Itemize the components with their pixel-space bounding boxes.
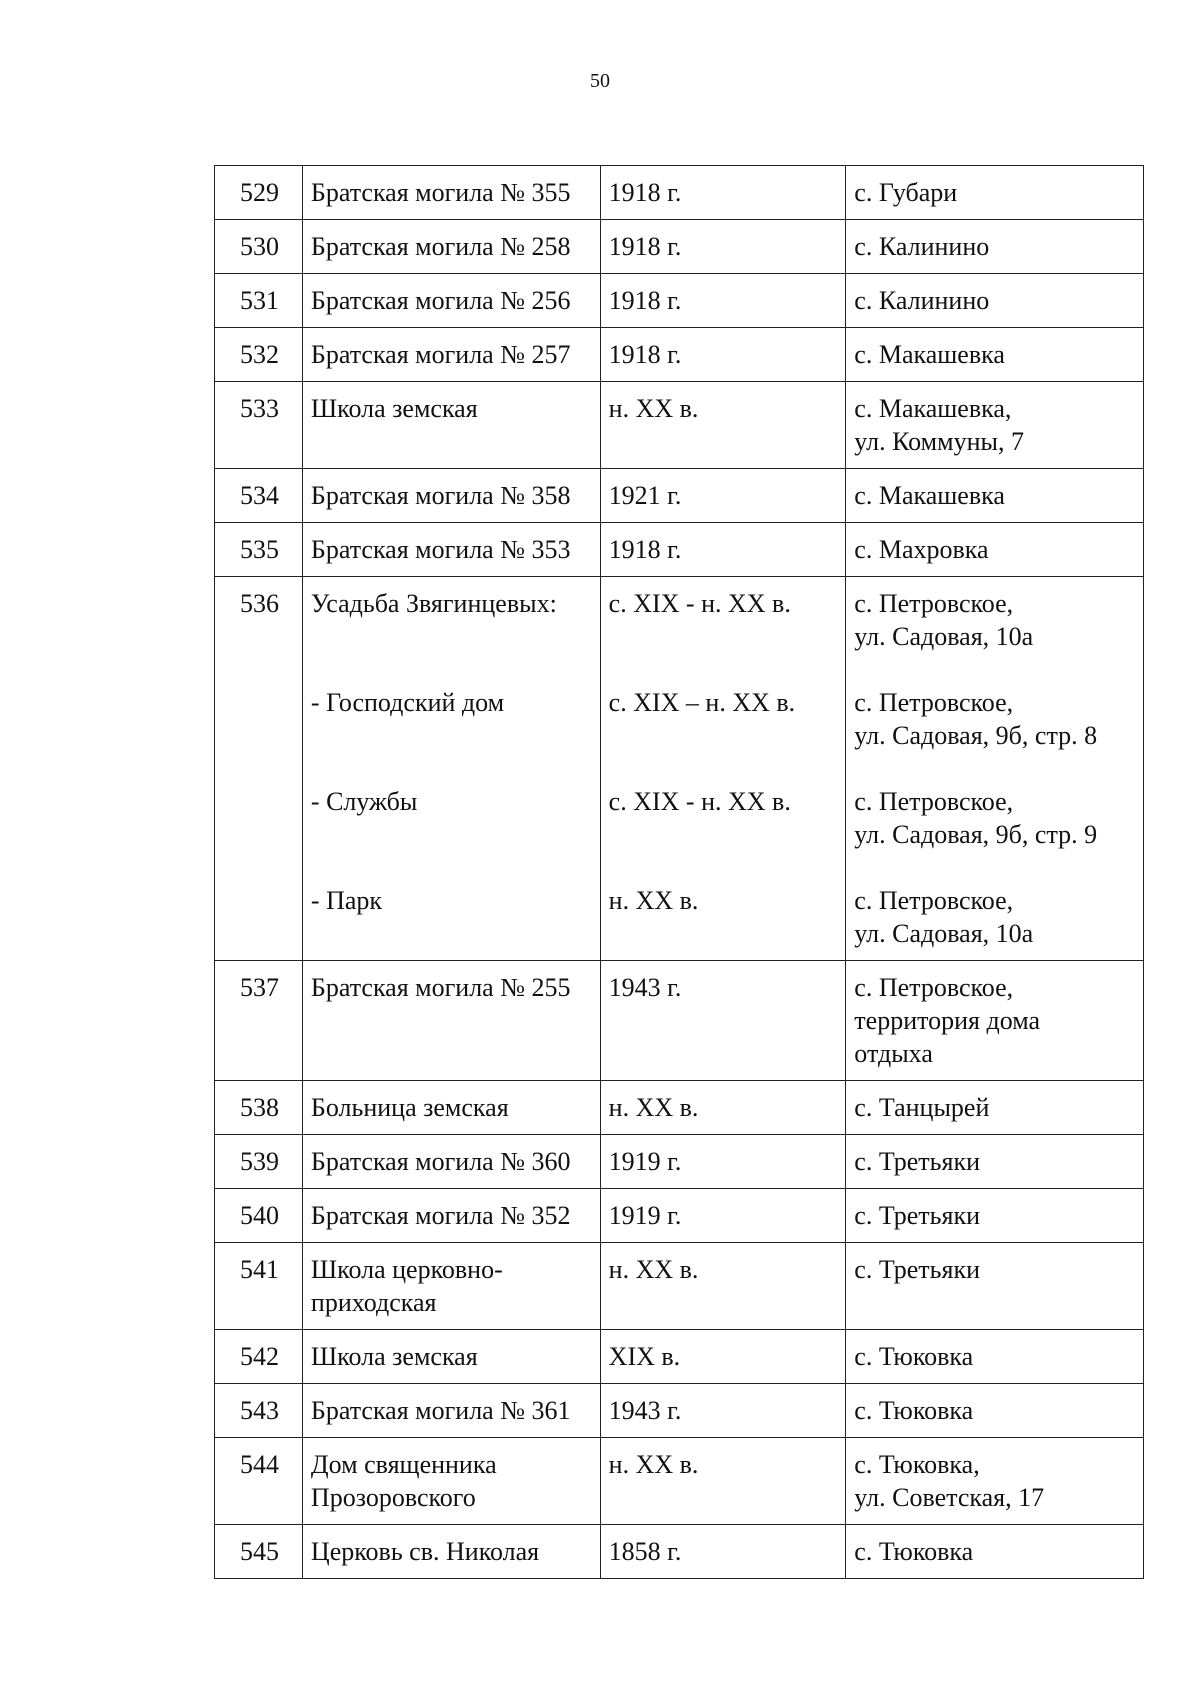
location-line: с. Петровское, bbox=[854, 886, 1014, 915]
row-number: 541 bbox=[215, 1243, 303, 1330]
object-name: Школа земская bbox=[302, 382, 600, 469]
object-date: н. XX в. bbox=[600, 1081, 846, 1135]
table-row bbox=[215, 382, 1144, 469]
location-line: с. Петровское, bbox=[854, 688, 1014, 717]
object-date: н. XX в. bbox=[600, 1438, 846, 1525]
name-line: приходская bbox=[310, 1288, 437, 1317]
location-line: с. Петровское, bbox=[854, 973, 1014, 1002]
table-row bbox=[215, 1243, 1144, 1330]
object-location: с. Третьяки bbox=[846, 1243, 1144, 1330]
estate-part-name: - Парк bbox=[310, 886, 383, 915]
object-name bbox=[302, 1438, 600, 1525]
object-date: 1943 г. bbox=[600, 961, 846, 1081]
object-name: Братская могила № 355 bbox=[302, 166, 600, 220]
table-row bbox=[215, 1081, 1144, 1135]
object-name: Братская могила № 361 bbox=[302, 1384, 600, 1438]
row-number: 538 bbox=[215, 1081, 303, 1135]
object-location: с. Тюковка bbox=[846, 1384, 1144, 1438]
estate-part-name: - Господский дом bbox=[310, 688, 505, 717]
object-date: 1919 г. bbox=[600, 1135, 846, 1189]
object-name: Братская могила № 358 bbox=[302, 469, 600, 523]
object-name: Братская могила № 257 bbox=[302, 328, 600, 382]
table-row bbox=[215, 1330, 1144, 1384]
row-number: 542 bbox=[215, 1330, 303, 1384]
location-line: ул. Коммуны, 7 bbox=[854, 427, 1024, 456]
object-location: с. Макашевка bbox=[846, 328, 1144, 382]
table-row bbox=[215, 1189, 1144, 1243]
object-date bbox=[600, 577, 846, 961]
row-number: 531 bbox=[215, 274, 303, 328]
estate-part-date: с. XIX – н. XX в. bbox=[608, 688, 796, 717]
estate-part-name: Усадьба Звягинцевых: bbox=[310, 589, 557, 618]
table-row bbox=[215, 577, 1144, 961]
object-location: с. Губари bbox=[846, 166, 1144, 220]
object-location: с. Танцырей bbox=[846, 1081, 1144, 1135]
object-date: н. XX в. bbox=[600, 382, 846, 469]
estate-part-location bbox=[854, 884, 1137, 950]
location-line: ул. Садовая, 10а bbox=[854, 919, 1034, 948]
object-date: 1921 г. bbox=[600, 469, 846, 523]
page-number: 50 bbox=[590, 70, 610, 92]
object-name: Братская могила № 258 bbox=[302, 220, 600, 274]
object-date: 1919 г. bbox=[600, 1189, 846, 1243]
object-name: Братская могила № 353 bbox=[302, 523, 600, 577]
object-name: Школа земская bbox=[302, 1330, 600, 1384]
table-row bbox=[215, 166, 1144, 220]
table-row bbox=[215, 1135, 1144, 1189]
row-number: 545 bbox=[215, 1525, 303, 1579]
row-number: 535 bbox=[215, 523, 303, 577]
object-name: Церковь св. Николая bbox=[302, 1525, 600, 1579]
object-location bbox=[846, 1438, 1144, 1525]
object-location bbox=[846, 577, 1144, 961]
row-number: 530 bbox=[215, 220, 303, 274]
table-row bbox=[215, 328, 1144, 382]
location-line: территория дома bbox=[854, 1006, 1041, 1035]
estate-part-date: с. XIX - н. XX в. bbox=[608, 589, 791, 618]
object-location: с. Третьяки bbox=[846, 1135, 1144, 1189]
row-number: 533 bbox=[215, 382, 303, 469]
row-number: 540 bbox=[215, 1189, 303, 1243]
object-date: 1918 г. bbox=[600, 328, 846, 382]
location-line: ул. Садовая, 9б, стр. 9 bbox=[854, 820, 1098, 849]
heritage-registry-table bbox=[214, 165, 1144, 1579]
location-line: с. Петровское, bbox=[854, 589, 1014, 618]
object-location: с. Третьяки bbox=[846, 1189, 1144, 1243]
object-location: с. Макашевка bbox=[846, 469, 1144, 523]
row-number: 532 bbox=[215, 328, 303, 382]
location-line: с. Макашевка, bbox=[854, 394, 1012, 423]
object-name bbox=[302, 1243, 600, 1330]
object-date: 1918 г. bbox=[600, 274, 846, 328]
row-number: 544 bbox=[215, 1438, 303, 1525]
object-name: Больница земская bbox=[302, 1081, 600, 1135]
table-row bbox=[215, 1438, 1144, 1525]
object-name: Братская могила № 360 bbox=[302, 1135, 600, 1189]
object-date: 1918 г. bbox=[600, 166, 846, 220]
location-line: ул. Садовая, 9б, стр. 8 bbox=[854, 721, 1098, 750]
object-location bbox=[846, 382, 1144, 469]
estate-part-location bbox=[854, 587, 1137, 653]
row-number: 537 bbox=[215, 961, 303, 1081]
location-line: с. Петровское, bbox=[854, 787, 1014, 816]
name-line: Школа церковно- bbox=[310, 1255, 503, 1284]
location-line: ул. Садовая, 10а bbox=[854, 622, 1034, 651]
object-date: 1918 г. bbox=[600, 220, 846, 274]
estate-part-name: - Службы bbox=[310, 787, 418, 816]
row-number: 539 bbox=[215, 1135, 303, 1189]
table-row bbox=[215, 1525, 1144, 1579]
row-number: 536 bbox=[215, 577, 303, 961]
estate-part-location bbox=[854, 785, 1137, 851]
object-date: 1918 г. bbox=[600, 523, 846, 577]
name-line: Прозоровского bbox=[310, 1483, 476, 1512]
row-number: 543 bbox=[215, 1384, 303, 1438]
object-name: Братская могила № 256 bbox=[302, 274, 600, 328]
object-date: н. XX в. bbox=[600, 1243, 846, 1330]
table-row bbox=[215, 1384, 1144, 1438]
row-number: 529 bbox=[215, 166, 303, 220]
estate-part-location bbox=[854, 686, 1137, 752]
object-name: Братская могила № 255 bbox=[302, 961, 600, 1081]
object-date: 1858 г. bbox=[600, 1525, 846, 1579]
location-line: отдыха bbox=[854, 1039, 933, 1068]
table-row bbox=[215, 469, 1144, 523]
table-row bbox=[215, 274, 1144, 328]
object-date: XIX в. bbox=[600, 1330, 846, 1384]
table-row bbox=[215, 523, 1144, 577]
object-name: Братская могила № 352 bbox=[302, 1189, 600, 1243]
table-row bbox=[215, 220, 1144, 274]
row-number: 534 bbox=[215, 469, 303, 523]
name-line: Дом священника bbox=[310, 1450, 497, 1479]
object-location bbox=[846, 961, 1144, 1081]
table-row bbox=[215, 961, 1144, 1081]
location-line: с. Тюковка, bbox=[854, 1450, 980, 1479]
object-location: с. Тюковка bbox=[846, 1330, 1144, 1384]
object-location: с. Махровка bbox=[846, 523, 1144, 577]
object-name bbox=[302, 577, 600, 961]
estate-part-date: с. XIX - н. XX в. bbox=[608, 787, 791, 816]
location-line: ул. Советская, 17 bbox=[854, 1483, 1045, 1512]
object-date: 1943 г. bbox=[600, 1384, 846, 1438]
estate-part-date: н. XX в. bbox=[608, 886, 699, 915]
object-location: с. Калинино bbox=[846, 274, 1144, 328]
object-location: с. Тюковка bbox=[846, 1525, 1144, 1579]
object-location: с. Калинино bbox=[846, 220, 1144, 274]
